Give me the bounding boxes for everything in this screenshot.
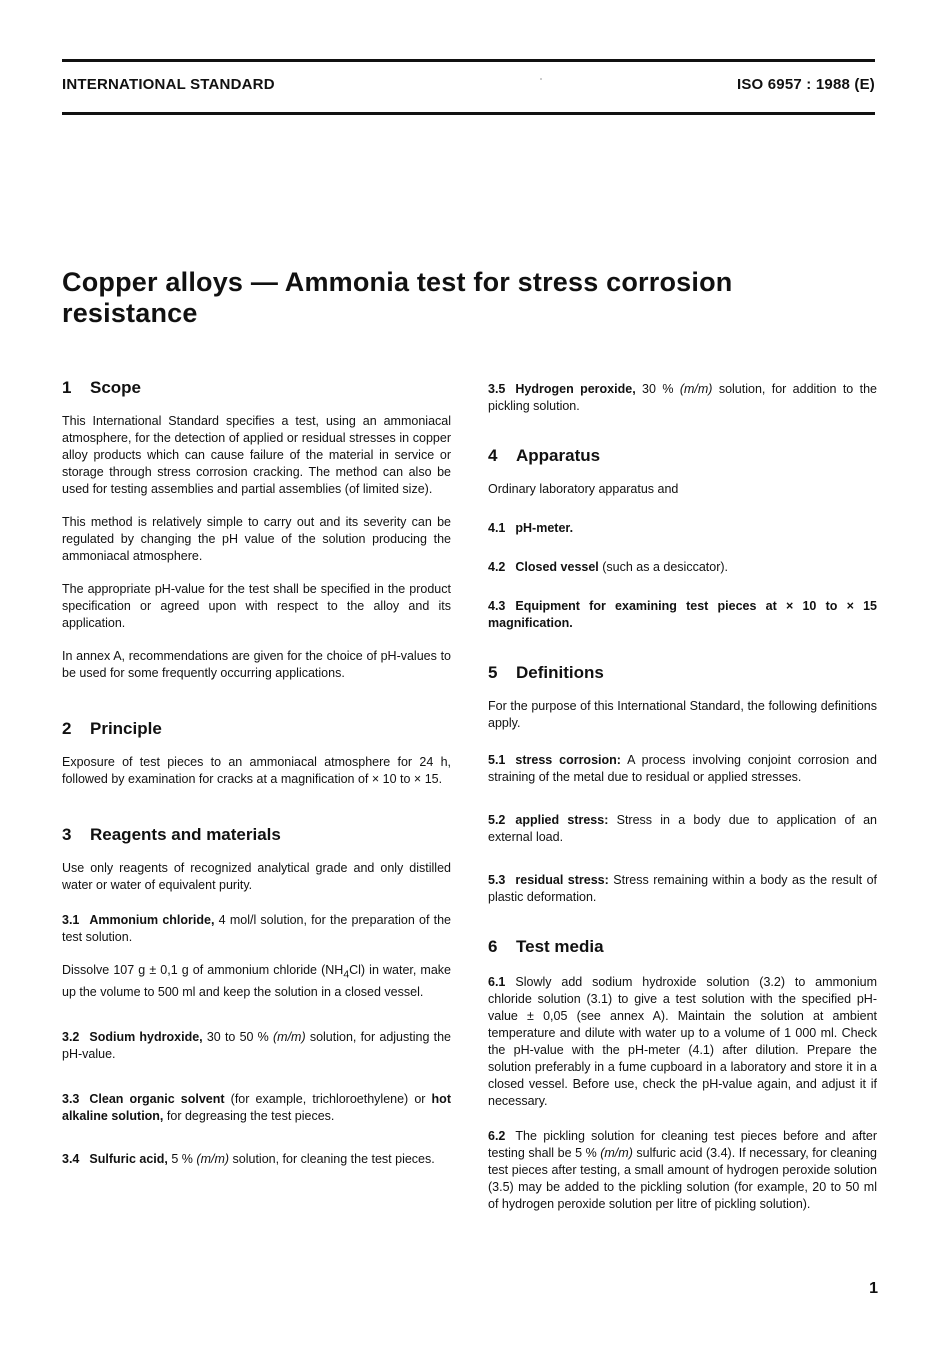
- prep-subscript: 4: [343, 969, 350, 981]
- clause-5-1-text: A process involving conjoint corrosion and straining of the metal due to residual or applied stresses.: [488, 753, 877, 784]
- clause-3-1-preparation: [62, 962, 451, 1001]
- clause-3-2-concentration: 30 to 50 %: [206, 1029, 269, 1044]
- principle-paragraph: Exposure of test pieces to an ammoniacal atmosphere for 24 h, followed by examination for cracks at a magnification of × 10 to × 15.: [62, 755, 451, 786]
- document-title: Copper alloys — Ammonia test for stress corrosion resistance: [62, 267, 733, 329]
- section-6-title: Test media: [516, 937, 604, 956]
- header-top-rule: [62, 59, 875, 62]
- right-column: [488, 381, 877, 1213]
- section-2-number: 2: [62, 719, 72, 738]
- clause-3-1: [62, 912, 451, 946]
- clause-5-2-number: 5.2: [488, 813, 506, 827]
- clause-5-2: [488, 812, 877, 846]
- header-standard-type: INTERNATIONAL STANDARD: [62, 76, 275, 93]
- clause-3-5: [488, 381, 877, 415]
- prep-text-end: Cl) in water, make up the volume to 500 ml and keep the solution in a closed vessel.: [62, 963, 451, 999]
- clause-5-1-term: stress corrosion:: [515, 753, 621, 767]
- clause-3-5-concentration: 30 %: [642, 382, 674, 396]
- left-column: [62, 377, 451, 1168]
- clause-3-2-unit: (m/m): [273, 1029, 306, 1044]
- clause-6-2: [488, 1128, 877, 1213]
- section-4-heading: [488, 445, 877, 467]
- clause-6-2-unit: (m/m): [600, 1146, 633, 1160]
- section-5-title: Definitions: [516, 663, 604, 682]
- clause-3-4-number: 3.4: [62, 1151, 80, 1166]
- clause-4-3: [488, 598, 877, 632]
- section-2-heading: [62, 718, 451, 740]
- scan-speck: [540, 78, 542, 80]
- scope-paragraph-3: The appropriate pH-value for the test shall be specified in the product specification or agreed upon with respect to the alloy and its application.: [62, 582, 451, 630]
- clause-5-1: [488, 752, 877, 786]
- section-4-title: Apparatus: [516, 446, 601, 465]
- scope-paragraph-2: This method is relatively simple to carry out and its severity can be regulated by changing the pH value of the solution producing the ammoniacal atmosphere.: [62, 515, 451, 563]
- clause-3-2: [62, 1029, 451, 1063]
- clause-4-2: [488, 559, 877, 576]
- section-4-number: 4: [488, 446, 498, 465]
- clause-3-3-text-end: for degreasing the test pieces.: [166, 1108, 335, 1123]
- clause-5-3-number: 5.3: [488, 873, 506, 887]
- clause-3-1-term: Ammonium chloride,: [89, 913, 215, 927]
- clause-6-1-text: Slowly add sodium hydroxide solution (3.2) to ammonium chloride solution (3.1) to give a test solution with the specified pH-value ± 0,05 (see annex A). Maintain the solution at ambient temperature and dilute with water up to a volume of 1 000 ml. Check the pH-value with the pH-meter (4.1) after dilution. Prepare the solution preferably in a fume cupboard in a laboratory and store it in a closed vessel. Before use, check the pH-value again, and adjust it if necessary.: [488, 975, 877, 1108]
- clause-5-2-term: applied stress:: [515, 813, 609, 827]
- section-3-title: Reagents and materials: [90, 825, 281, 844]
- clause-6-2-number: 6.2: [488, 1129, 506, 1143]
- clause-5-3-term: residual stress:: [515, 873, 609, 887]
- scope-paragraph-1: This International Standard specifies a test, using an ammoniacal atmosphere, for the detection of applied or residual stresses in copper alloy products which can cause failure of the material in service or storage through stress corrosion cracking. The method can also be used for testing assemblies and partial assemblies (of limited size).: [62, 414, 451, 496]
- clause-3-4-concentration: 5 %: [171, 1151, 193, 1166]
- clause-3-4-text: solution, for cleaning the test pieces.: [232, 1151, 435, 1166]
- clause-6-1: [488, 974, 877, 1110]
- clause-6-1-number: 6.1: [488, 975, 506, 989]
- clause-6-2-text-start: The pickling solution for cleaning test pieces before and after testing shall be 5 %: [488, 1129, 877, 1160]
- clause-3-2-number: 3.2: [62, 1029, 80, 1044]
- page-number: 1: [869, 1280, 878, 1297]
- clause-3-4: [62, 1151, 451, 1168]
- clause-3-3-term-2: hot alkaline solution,: [62, 1091, 451, 1123]
- clause-5-3-text: Stress remaining within a body as the result of plastic deformation.: [488, 873, 877, 904]
- section-1-heading: [62, 377, 451, 399]
- clause-5-3: [488, 872, 877, 906]
- header-bottom-rule: [62, 112, 875, 115]
- section-5-heading: [488, 662, 877, 684]
- clause-3-3: [62, 1091, 451, 1125]
- clause-4-1-term: pH-meter.: [515, 521, 574, 535]
- section-6-heading: [488, 936, 877, 958]
- clause-4-2-term: Closed vessel: [515, 560, 599, 574]
- section-5-number: 5: [488, 663, 498, 682]
- clause-4-3-number: 4.3: [488, 599, 506, 613]
- clause-3-2-text: solution, for adjusting the pH-value.: [62, 1029, 451, 1061]
- clause-4-1-number: 4.1: [488, 521, 506, 535]
- section-3-heading: [62, 824, 451, 846]
- reagents-intro: Use only reagents of recognized analytical grade and only distilled water or water of equivalent purity.: [62, 861, 451, 892]
- clause-3-5-text: solution, for addition to the pickling solution.: [488, 382, 877, 413]
- section-1-title: Scope: [90, 378, 142, 397]
- section-6-number: 6: [488, 937, 498, 956]
- section-2-title: Principle: [90, 719, 162, 738]
- clause-3-5-number: 3.5: [488, 382, 506, 396]
- definitions-intro: For the purpose of this International Standard, the following definitions apply.: [488, 699, 877, 730]
- clause-3-1-number: 3.1: [62, 913, 80, 927]
- clause-3-3-text: (for example, trichloroethylene) or: [230, 1091, 426, 1106]
- clause-3-5-unit: (m/m): [679, 382, 713, 396]
- clause-6-2-text-end: sulfuric acid (3.4). If necessary, for cleaning test pieces after testing, a small amount of hydrogen peroxide solution (3.5) may be added to the pickling solution (for example, 20 to 50 ml of hydrogen peroxide solution per litre of pickling solution).: [488, 1146, 877, 1211]
- apparatus-intro: Ordinary laboratory apparatus and: [488, 482, 679, 496]
- section-3-number: 3: [62, 825, 72, 844]
- clause-5-1-number: 5.1: [488, 753, 506, 767]
- clause-3-4-unit: (m/m): [196, 1151, 230, 1166]
- clause-3-1-text: 4 mol/l solution, for the preparation of the test solution.: [62, 913, 452, 944]
- prep-text-start: Dissolve 107 g ± 0,1 g of ammonium chloride (NH: [62, 963, 344, 977]
- header-document-number: ISO 6957 : 1988 (E): [736, 76, 875, 93]
- clause-4-3-term: Equipment for examining test pieces at × 10 to × 15 magnification.: [488, 599, 877, 630]
- clause-5-2-text: Stress in a body due to application of an external load.: [488, 813, 877, 844]
- clause-3-4-term: Sulfuric acid,: [89, 1151, 168, 1166]
- section-1-number: 1: [62, 378, 72, 397]
- clause-3-5-term: Hydrogen peroxide,: [515, 382, 636, 396]
- clause-3-2-term: Sodium hydroxide,: [89, 1029, 203, 1044]
- clause-4-2-text: (such as a desiccator).: [602, 560, 729, 574]
- clause-4-1: [488, 520, 877, 537]
- clause-3-3-term: Clean organic solvent: [89, 1091, 225, 1106]
- scope-paragraph-4: In annex A, recommendations are given for the choice of pH-values to be used for some frequently occurring applications.: [62, 649, 451, 680]
- clause-4-2-number: 4.2: [488, 560, 506, 574]
- clause-3-3-number: 3.3: [62, 1091, 80, 1106]
